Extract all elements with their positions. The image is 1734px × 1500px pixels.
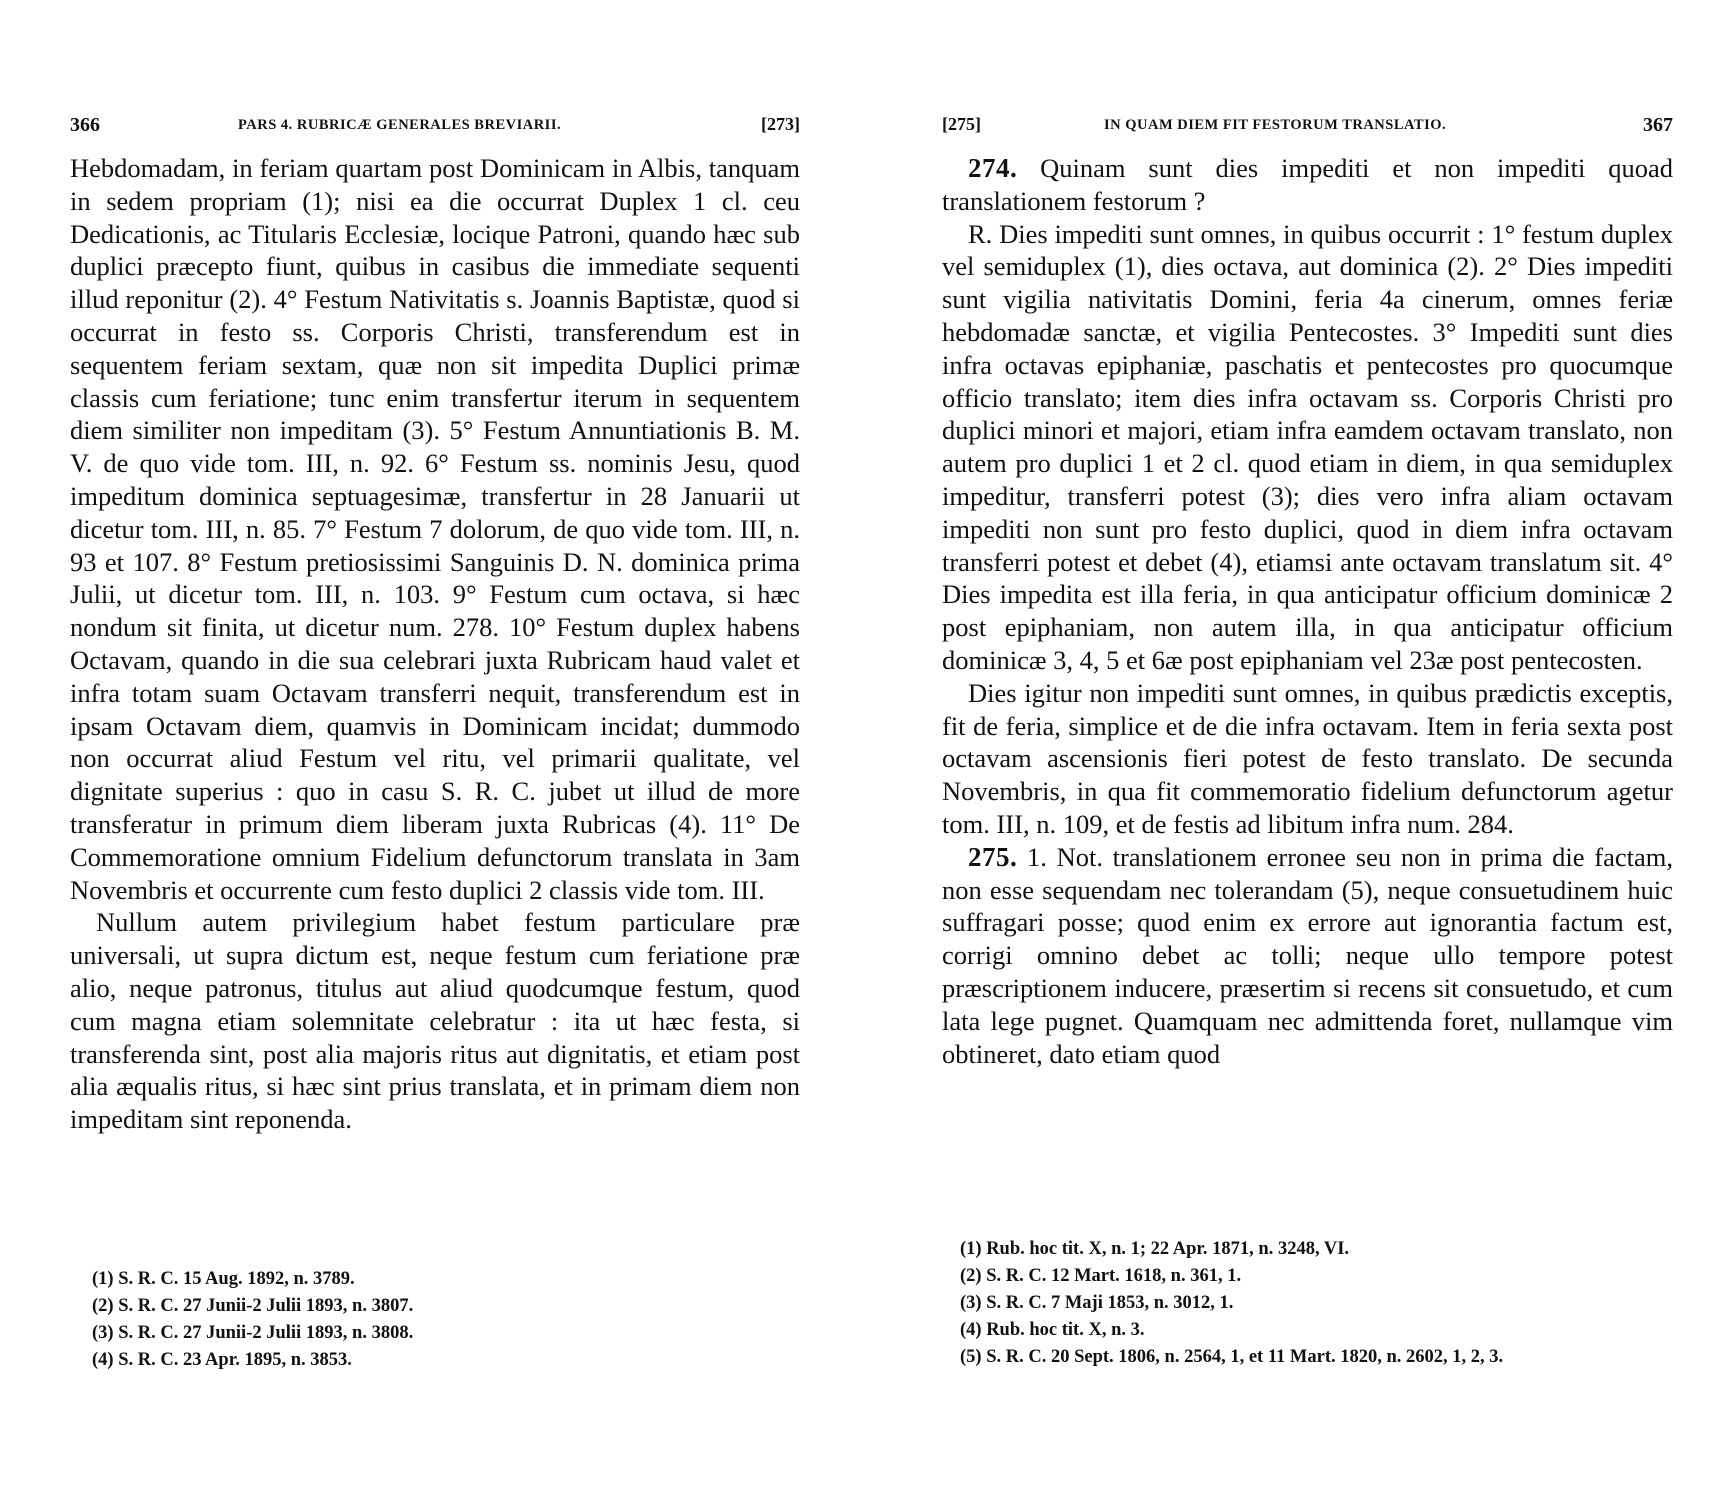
paragraph-text: Quinam sunt dies impediti et non impediti quoad translationem festorum ? — [942, 153, 1673, 216]
footnote: (2) S. R. C. 12 Mart. 1618, n. 361, 1. — [960, 1266, 1242, 1286]
right-paragraph-274 — [942, 152, 1673, 218]
footnote: (1) S. R. C. 15 Aug. 1892, n. 3789. — [92, 1269, 355, 1289]
left-page-number: 366 — [70, 114, 100, 136]
footnote: (4) S. R. C. 23 Apr. 1895, n. 3853. — [92, 1350, 352, 1370]
footnote: (1) Rub. hoc tit. X, n. 1; 22 Apr. 1871, n. 3248, VI. — [960, 1239, 1350, 1259]
left-paragraph-1: Hebdomadam, in feriam quartam post Dominicam in Albis, tanquam in sedem propriam (1); nisi ea die occurrat Duplex 1 cl. ceu Dedicationis, ac Titularis Ecclesiæ, locique Patroni, quando hæc sub duplici præcepto fiunt, quibus in casibus die immediate sequenti illud reponitur (2). 4° Festum Nativitatis s. Joannis Baptistæ, quod si occurrat in festo ss. Corporis Christi, transferendum est in sequentem feriam sextam, quæ non sit impedita Duplici primæ classis cum feriatione; tunc enim transfertur iterum in sequentem diem similiter non impeditam (3). 5° Festum Annuntiationis B. M. V. de quo vide tom. III, n. 92. 6° Festum ss. nominis Jesu, quod impeditum dominica septuagesimæ, transfertur in 28 Januarii ut dicetur tom. III, n. 85. 7° Festum 7 dolorum, de quo vide tom. III, n. 93 et 107. 8° Festum pretiosissimi Sanguinis D. N. dominica prima Julii, ut dicetur tom. III, n. 103. 9° Festum cum octava, si hæc nondum sit finita, ut dicetur num. 278. 10° Festum duplex habens Octavam, quando in die sua celebrari juxta Rubricam haud valet et infra totam suam Octavam transferri nequit, transferendum est in ipsam Octavam diem, quamvis in Dominicam incidat; dummodo non occurrat aliud Festum vel ritu, vel primarii qualitate, vel dignitate superius : quo in casu S. R. C. jubet ut illud de more transferatur in primum diem liberam juxta Rubricas (4). 11° De Commemoratione omnium Fidelium defunctorum translata in 3am Novembris et occurrente cum festo duplici 2 classis vide tom. III. — [70, 153, 800, 905]
right-paragraph-non-impediti — [942, 677, 1673, 841]
right-footnotes — [960, 1236, 1503, 1371]
footnote: (2) S. R. C. 27 Junii-2 Julii 1893, n. 3807. — [92, 1296, 414, 1316]
left-body-text — [70, 152, 800, 1136]
left-section-ref: [273] — [761, 114, 800, 134]
left-footnotes — [92, 1266, 413, 1374]
right-page-number: 367 — [1643, 114, 1673, 136]
paragraph-text: 1. Not. translationem erronee seu non in prima die factam, non esse sequendam nec tolerandam (5), neque consuetudinem huic suffragari posse; quod enim ex errore aut ignorantia factum est, corrigi omnino debet ac tolli; neque ullo tempore potest præscriptionem inducere, præsertim si recens sit consuetudo, et cum lata lege pugnet. Quamquam nec admittenda foret, nullamque vim obtineret, dato etiam quod — [942, 841, 1673, 1069]
paragraph-text: R. Dies impediti sunt omnes, in quibus occurrit : 1° festum duplex vel semiduplex (1), dies octava, aut dominica (2). 2° Dies impediti sunt vigilia nativitatis Domini, feria 4a cinerum, omnes feriæ hebdomadæ sanctæ, et vigilia Pentecostes. 3° Impediti sunt dies infra octavas epiphaniæ, paschatis et pentecostes pro quocumque officio translato; item dies infra octavam ss. Corporis Christi pro duplici minori et majori, etiam infra eamdem octavam translato, non autem pro duplici 1 et 2 cl. quod etiam in diem, in qua semiduplex impeditur, transferri potest (3); dies vero infra aliam octavam impediti non sunt pro festo duplici, quod in diem infra octavam transferri potest et debet (4), etiamsi ante octavam translatum sit. 4° Dies impedita est illa feria, in qua anticipatur officium dominicæ 2 post epiphaniam, non autem illa, in qua anticipatur officium dominicæ 3, 4, 5 et 6æ post epiphaniam vel 23æ post pentecosten. — [942, 218, 1673, 675]
right-running-header — [942, 114, 1673, 140]
left-running-title: PARS 4. RUBRICÆ GENERALES BREVIARII. — [238, 117, 562, 133]
right-section-ref: [275] — [942, 114, 981, 134]
footnote: (5) S. R. C. 20 Sept. 1806, n. 2564, 1, et 11 Mart. 1820, n. 2602, 1, 2, 3. — [960, 1347, 1504, 1367]
paragraph-number: 274. — [968, 153, 1018, 183]
right-running-title: IN QUAM DIEM FIT FESTORUM TRANSLATIO. — [1104, 117, 1447, 133]
right-paragraph-response — [942, 218, 1673, 677]
right-body-text — [942, 152, 1673, 1070]
left-running-header — [70, 114, 800, 140]
left-paragraph-2: Nullum autem privilegium habet festum particulare præ universali, ut supra dictum est, neque festum cum feriatione præ alio, neque patronus, titulus aut aliud quodcumque festum, quod cum magna etiam solemnitate celebratur : ita ut hæc festa, si transferenda sint, post alia majoris ritus aut dignitatis, et etiam post alia æqualis ritus, si hæc sint prius translata, et in primam diem non impeditam sint reponenda. — [70, 907, 800, 1135]
footnote: (4) Rub. hoc tit. X, n. 3. — [960, 1320, 1145, 1340]
paragraph-text: Dies igitur non impediti sunt omnes, in quibus prædictis exceptis, fit de feria, simplice et de die infra octavam. Item in feria sexta post octavam ascensionis fieri potest de festo translato. De secunda Novembris, in qua fit commemoratio fidelium defunctorum agetur tom. III, n. 109, et de festis ad libitum infra num. 284. — [942, 677, 1673, 839]
paragraph-number: 275. — [968, 841, 1018, 872]
footnote: (3) S. R. C. 7 Maji 1853, n. 3012, 1. — [960, 1293, 1234, 1313]
footnote: (3) S. R. C. 27 Junii-2 Julii 1893, n. 3808. — [92, 1323, 414, 1343]
right-paragraph-275 — [942, 841, 1673, 1071]
